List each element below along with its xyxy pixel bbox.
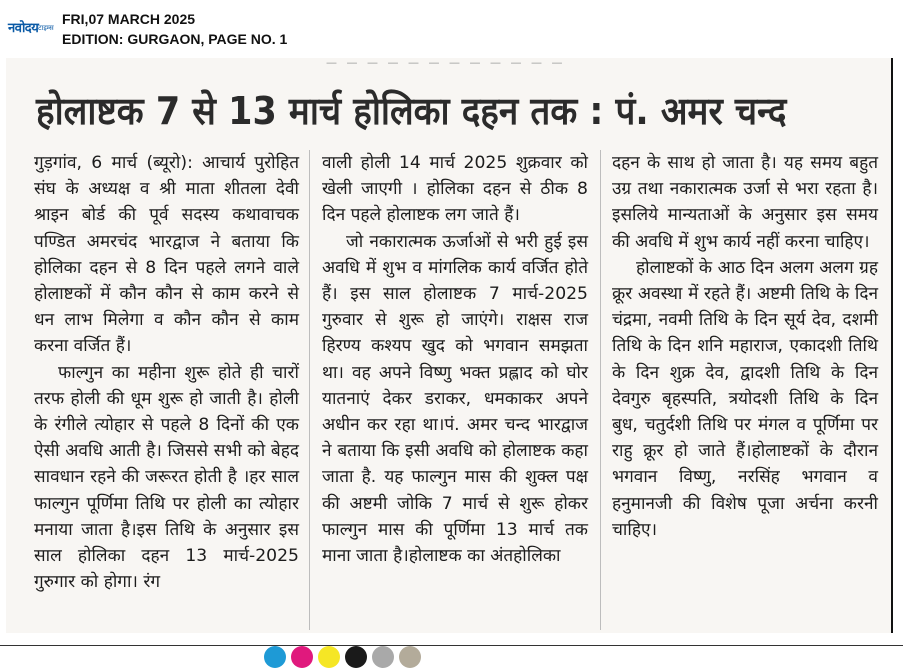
registration-line bbox=[0, 645, 903, 646]
edition-page: EDITION: GURGAON, PAGE NO. 1 bbox=[62, 31, 288, 47]
column-divider bbox=[309, 150, 310, 630]
magenta-swatch bbox=[291, 646, 313, 668]
article-headline: होलाष्टक 7 से 13 मार्च होलिका दहन तक : पं. अमर चन्द bbox=[36, 89, 787, 133]
paragraph: दहन के साथ हो जाता है। यह समय बहुत उग्र तथा नकारात्मक उर्जा से भरा रहता है। इसलिये मान्यताओं के अनुसार इस समय की अवधि में शुभ कार्य नहीं करना चाहिए। bbox=[612, 153, 878, 252]
black-swatch bbox=[345, 646, 367, 668]
publication-date: FRI,07 MARCH 2025 bbox=[62, 11, 196, 27]
grey-swatch bbox=[372, 646, 394, 668]
yellow-swatch bbox=[318, 646, 340, 668]
cyan-swatch bbox=[264, 646, 286, 668]
cutoff-text-fragment: — — — — — — — — — — — — bbox=[326, 58, 566, 66]
logo-text: नवोदय bbox=[8, 21, 39, 36]
paragraph: वाली होली 14 मार्च 2025 शुक्रवार को खेली जाएगी । होलिका दहन से ठीक 8 दिन पहले होलाष्टक लग जाते हैं। bbox=[322, 153, 588, 226]
article-column-3 bbox=[612, 150, 878, 543]
newspaper-logo[interactable] bbox=[8, 18, 54, 44]
paragraph: जो नकारात्मक ऊर्जाओं से भरी हुई इस अवधि में शुभ व मांगलिक कार्य वर्जित होते हैं। इस साल होलाष्टक 7 मार्च-2025 गुरुवार से शुरू हो जाएंगे। राक्षस राज हिरण्य कश्यप खुद को भगवान समझता था। वह अपने विष्णु भक्त प्रह्लाद को घोर यातनाएं देकर डराकर, धमकाकर अपने अधीन कर रहा था।पं. अमर चन्द भारद्वाज ने बताया कि इसी अवधि को होलाष्टक कहा जाता है. यह फाल्गुन मास की शुक्ल पक्ष की अष्टमी जोकि 7 मार्च से शुरू होकर फाल्गुन मास की पूर्णिमा 13 मार्च तक माना जाता है।होलाष्टक का अंतहोलिका bbox=[322, 231, 588, 567]
logo-subtext: टाइम्स bbox=[38, 24, 54, 32]
tan-swatch bbox=[399, 646, 421, 668]
top-bar bbox=[0, 0, 903, 58]
paragraph: गुड़गांव, 6 मार्च (ब्यूरो): आचार्य पुरोहित संघ के अध्यक्ष व श्री माता शीतला देवी श्राइन बोर्ड की पूर्व सदस्य कथावाचक पण्डित अमरचंद भारद्वाज ने बताया कि होलिका दहन से 8 दिन पहले लगने वाले होलाष्टकों में कौन कौन से काम करने से धन लाभ मिलेगा व कौन कौन से काम करना वर्जित हैं। bbox=[34, 153, 299, 357]
news-clipping bbox=[6, 58, 893, 633]
paragraph: फाल्गुन का महीना शुरू होते ही चारों तरफ होली की धूम शुरू हो जाती है। होली के रंगीले त्योहार से पहले 8 दिनों की एक ऐसी अवधि आती है। जिससे सभी को बेहद सावधान रहने की जरूरत होती है ।हर साल फाल्गुन पूर्णिमा तिथि पर होली का त्योहार मनाया जाता है।इस तिथि के अनुसार इस साल होलिका दहन 13 मार्च-2025 गुरुगार को होगा। रंग bbox=[34, 362, 299, 593]
paragraph: होलाष्टकों के आठ दिन अलग अलग ग्रह क्रूर अवस्था में रहते हैं। अष्टमी तिथि के दिन चंद्रमा, नवमी तिथि के दिन सूर्य देव, दशमी तिथि के दिन शनि महाराज, एकादशी तिथि के दिन शुक्र देव, द्वादशी तिथि के दिन देवगुरु बृहस्पति, त्रयोदशी तिथि के दिन बुध, चतुर्दशी तिथि पर मंगल व पूर्णिमा पर राहु क्रूर हो जाते हैं।होलाष्टकों के दौरान भगवान विष्णु, नरसिंह भगवान व हनुमानजी की विशेष पूजा अर्चना करनी चाहिए। bbox=[612, 257, 878, 540]
article-column-2 bbox=[322, 150, 588, 569]
edition-info bbox=[62, 9, 287, 49]
article-column-1 bbox=[34, 150, 299, 595]
column-divider bbox=[600, 150, 601, 630]
page-margin bbox=[893, 58, 903, 633]
